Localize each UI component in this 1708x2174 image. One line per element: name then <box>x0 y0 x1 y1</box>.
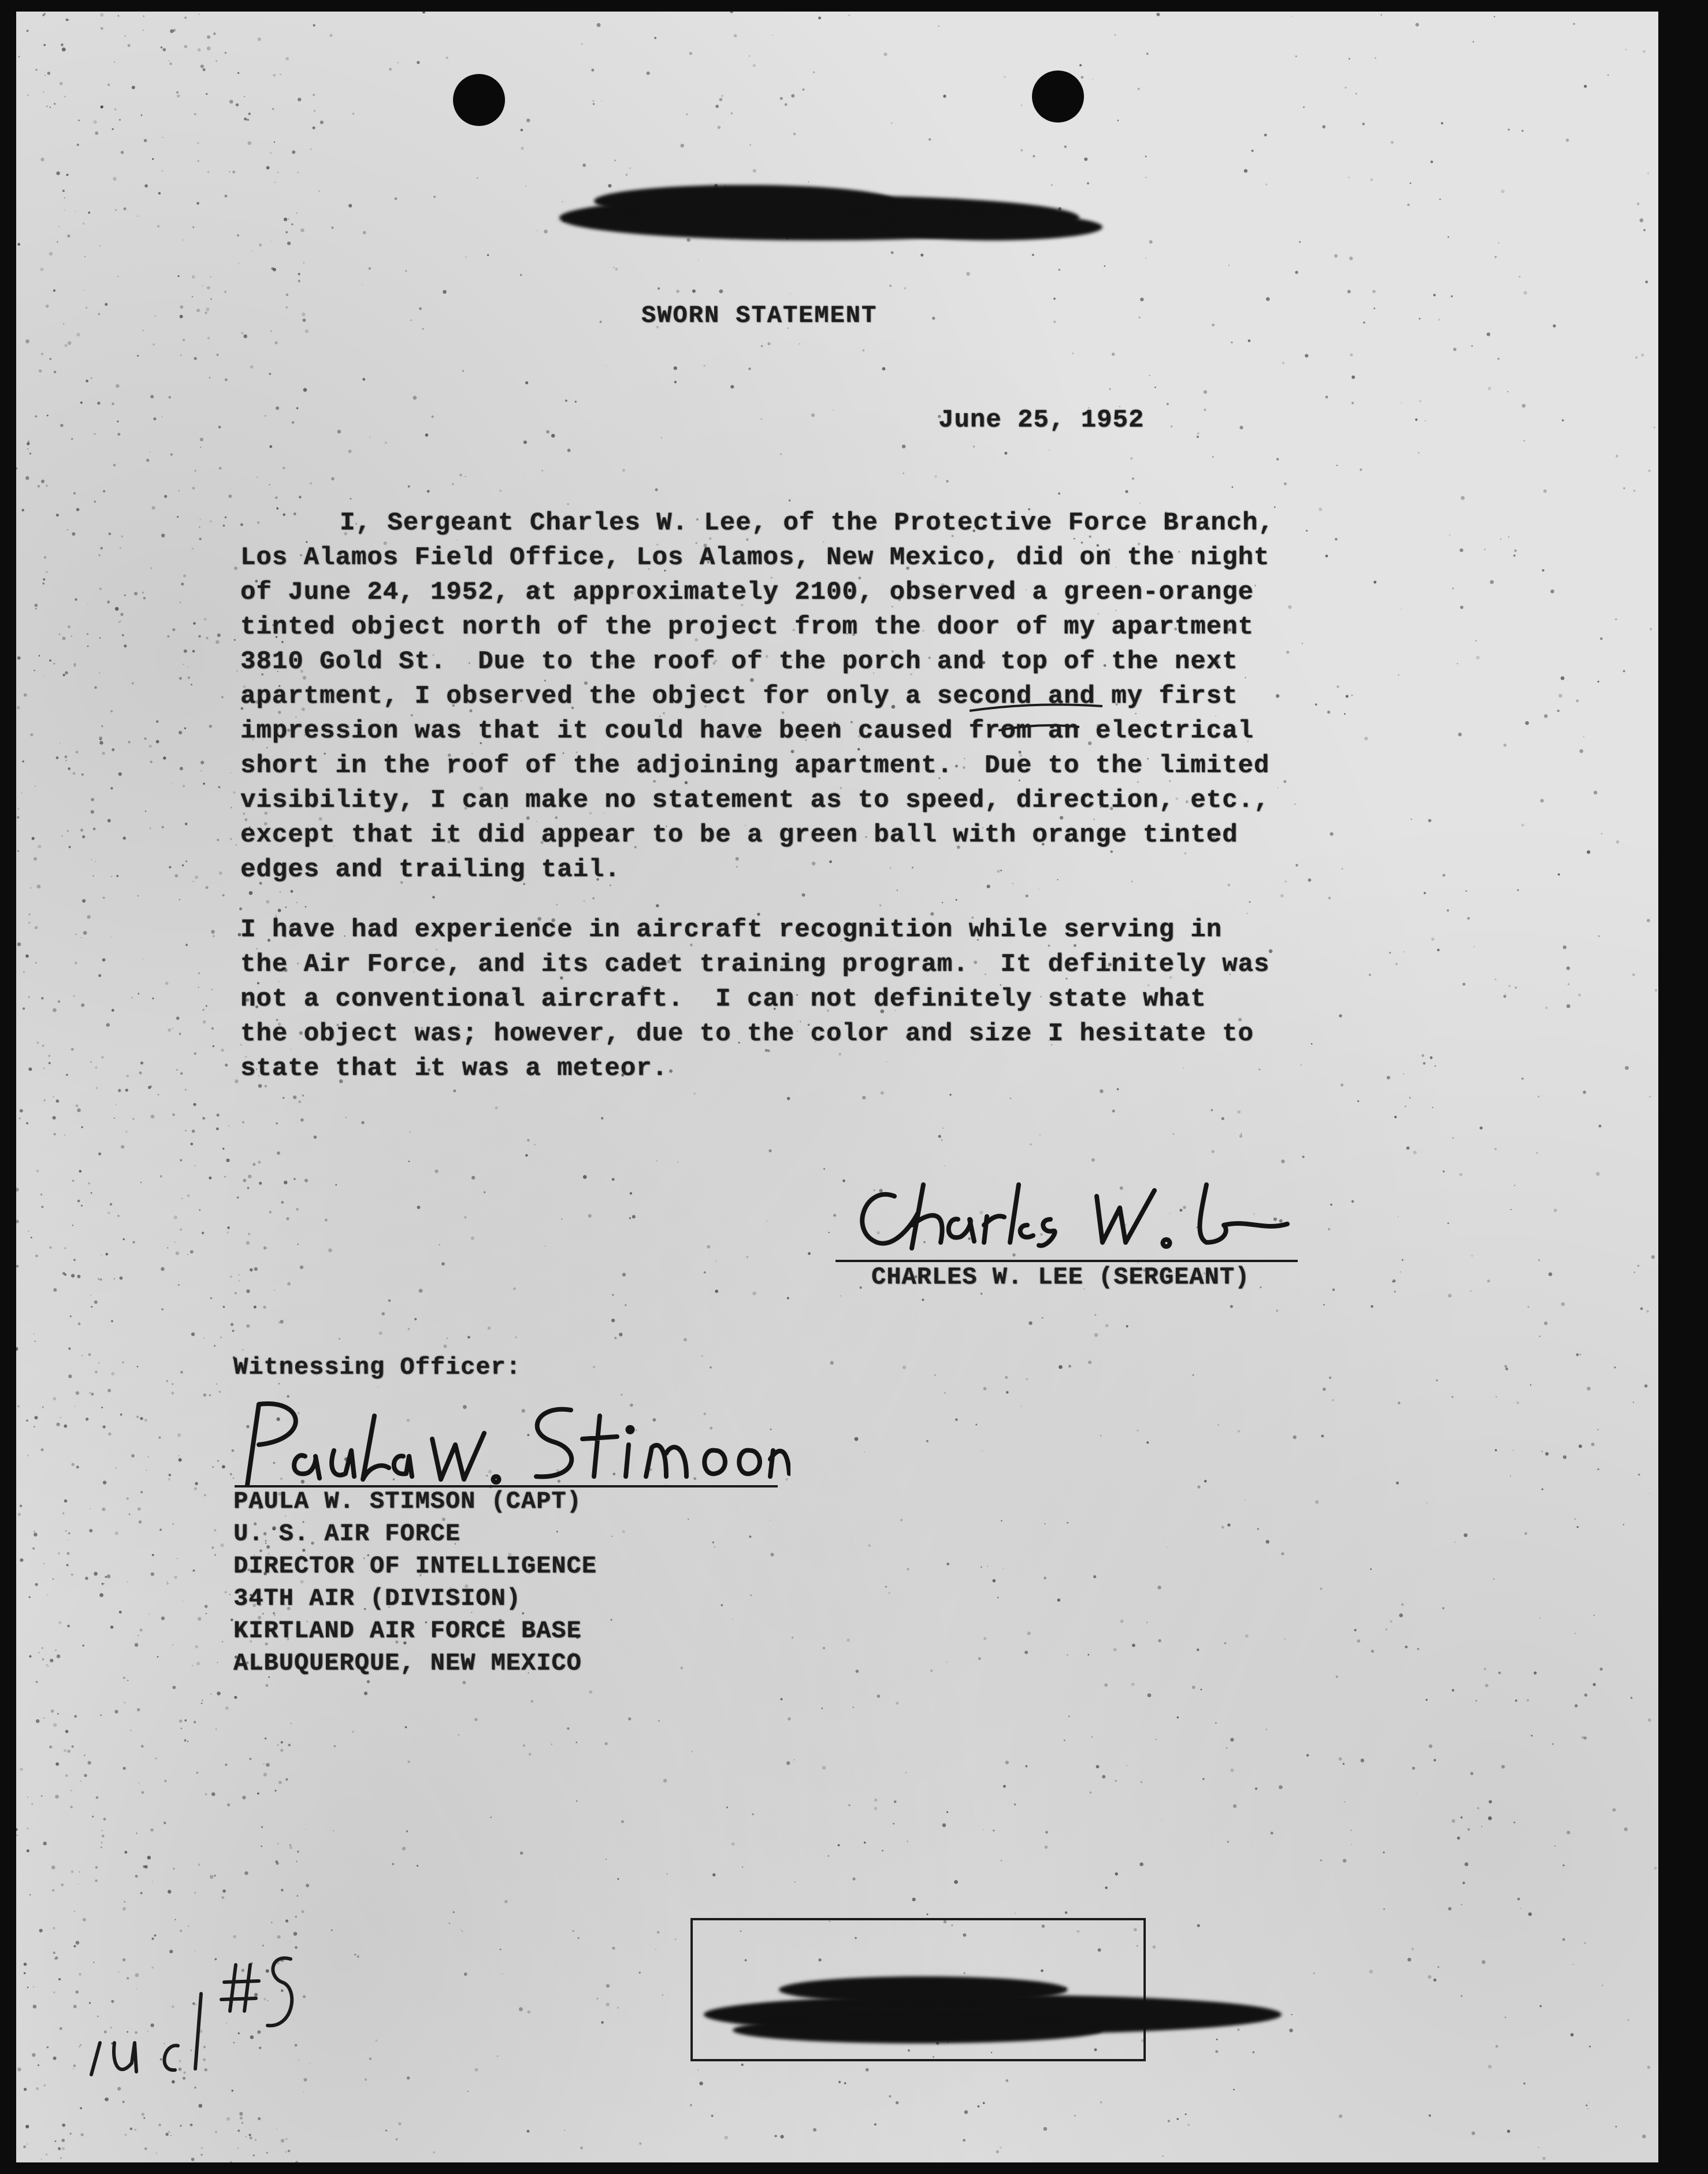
witness-line: DIRECTOR OF INTELLIGENCE <box>233 1552 597 1580</box>
paragraph-line: not a conventional aircraft. I can not definitely state what <box>240 985 1206 1014</box>
paragraph-line: except that it did appear to be a green ball with orange tinted <box>240 821 1238 849</box>
statement-date: June 25, 1952 <box>938 406 1145 435</box>
witness-line: PAULA W. STIMSON (CAPT) <box>233 1487 582 1515</box>
witness-line: 34TH AIR (DIVISION) <box>233 1585 521 1612</box>
punch-hole-left <box>453 74 505 126</box>
paragraph-line: of June 24, 1952, at approximately 2100, observed a green-orange <box>240 578 1254 607</box>
paragraph-line: I have had experience in aircraft recognition while serving in <box>240 915 1223 944</box>
paragraph-line: edges and trailing tail. <box>240 855 621 884</box>
document-page <box>16 12 1658 2162</box>
handwritten-underline-marks <box>964 693 1264 740</box>
paragraph-line: visibility, I can make no statement as to speed, direction, etc., <box>240 786 1270 815</box>
witness-label: Witnessing Officer: <box>233 1353 521 1381</box>
paragraph-line: apartment, I observed the object for only a second and my first <box>240 682 1238 711</box>
paragraph-line: the Air Force, and its cadet training program. It definitely was <box>240 950 1270 979</box>
signer-name-line: CHARLES W. LEE (SERGEANT) <box>871 1263 1250 1291</box>
paragraph-line: short in the roof of the adjoining apartment. Due to the limited <box>240 751 1270 780</box>
paragraph-line: Los Alamos Field Office, Los Alamos, New Mexico, did on the night <box>240 543 1270 572</box>
witness-line: ALBUQUERQUE, NEW MEXICO <box>233 1649 582 1677</box>
witness-line: KIRTLAND AIR FORCE BASE <box>233 1617 582 1645</box>
paragraph-line: impression was that it could have been caused from an electrical <box>240 717 1254 745</box>
paragraph-line: state that it was a meteor. <box>240 1054 668 1083</box>
paragraph-line: tinted object north of the project from the door of my apartment <box>240 613 1254 641</box>
document-title: SWORN STATEMENT <box>641 302 878 329</box>
scan-noise <box>16 12 1658 2162</box>
paragraph-line: the object was; however, due to the color and size I hesitate to <box>240 1019 1254 1048</box>
paragraph-line: I, Sergeant Charles W. Lee, of the Protective Force Branch, <box>340 509 1274 537</box>
paragraph-line: 3810 Gold St. Due to the roof of the porch and top of the next <box>240 647 1238 676</box>
witness-line: U. S. AIR FORCE <box>233 1520 461 1548</box>
margin-note-incl-5 <box>68 1942 311 2115</box>
punch-hole-right <box>1032 71 1084 123</box>
